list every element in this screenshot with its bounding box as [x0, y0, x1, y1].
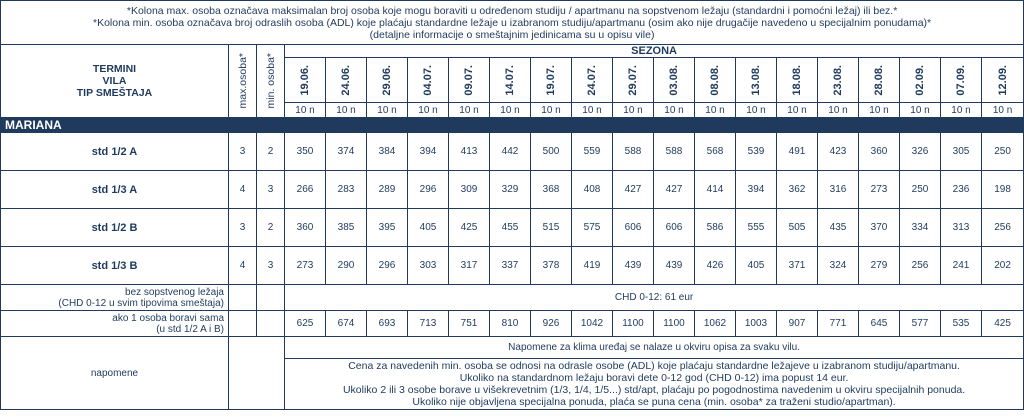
- price-cell: 362: [777, 171, 818, 209]
- price-cell: 273: [285, 247, 326, 285]
- price-cell: 435: [818, 209, 859, 247]
- header-max: max.osoba*: [229, 45, 257, 118]
- price-cell: 289: [367, 171, 408, 209]
- price-cell: 202: [982, 247, 1024, 285]
- price-cell: 317: [449, 247, 490, 285]
- single-price-cell: 535: [941, 311, 982, 337]
- price-cell: 316: [818, 171, 859, 209]
- price-cell: 408: [572, 171, 613, 209]
- single-price-cell: 751: [449, 311, 490, 337]
- price-cell: 606: [613, 209, 654, 247]
- price-cell: 368: [531, 171, 572, 209]
- header-tip: TIP SMEŠTAJA: [76, 87, 153, 99]
- price-cell: 198: [982, 171, 1024, 209]
- price-cell: 414: [695, 171, 736, 209]
- table-row: [1, 171, 1024, 209]
- date-header: 18.08.: [777, 58, 818, 103]
- date-header: 19.06.: [285, 58, 326, 103]
- price-cell: 426: [695, 247, 736, 285]
- price-cell: 266: [285, 171, 326, 209]
- price-cell: 324: [818, 247, 859, 285]
- price-cell: 588: [613, 133, 654, 171]
- price-cell: 385: [326, 209, 367, 247]
- price-cell: 337: [490, 247, 531, 285]
- date-header: 03.08.: [654, 58, 695, 103]
- nights-cell: 10 n: [777, 103, 818, 118]
- date-header: 24.07.: [572, 58, 613, 103]
- price-cell: 329: [490, 171, 531, 209]
- price-cell: 360: [285, 209, 326, 247]
- price-cell: 439: [613, 247, 654, 285]
- price-cell: 586: [695, 209, 736, 247]
- price-cell: 378: [531, 247, 572, 285]
- section-mariana: MARIANA: [1, 118, 1024, 133]
- price-cell: 371: [777, 247, 818, 285]
- price-cell: 442: [490, 133, 531, 171]
- single-price-cell: 1003: [736, 311, 777, 337]
- nights-cell: 10 n: [859, 103, 900, 118]
- nights-cell: 10 n: [285, 103, 326, 118]
- price-cell: 309: [449, 171, 490, 209]
- nights-cell: 10 n: [531, 103, 572, 118]
- single-price-cell: 693: [367, 311, 408, 337]
- min-persons: 2: [257, 209, 285, 247]
- nights-cell: 10 n: [613, 103, 654, 118]
- price-cell: 241: [941, 247, 982, 285]
- date-header: 09.07.: [449, 58, 490, 103]
- price-cell: 555: [736, 209, 777, 247]
- date-header: 23.08.: [818, 58, 859, 103]
- header-sezona: SEZONA: [285, 45, 1024, 58]
- price-cell: 427: [613, 171, 654, 209]
- price-cell: 423: [818, 133, 859, 171]
- nights-cell: 10 n: [449, 103, 490, 118]
- price-cell: 296: [367, 247, 408, 285]
- price-cell: 500: [531, 133, 572, 171]
- napomene-line-4: Ukoliko 2 ili 3 osobe borave u višekrevetnim (1/3, 1/4, 1/5...) std/apt, plaćaju po pogodnostima navedenim u okviru specijalnih ponuda.: [342, 384, 966, 396]
- single-price-cell: 625: [285, 311, 326, 337]
- price-cell: 256: [982, 209, 1024, 247]
- nights-cell: 10 n: [367, 103, 408, 118]
- nights-cell: 10 n: [941, 103, 982, 118]
- single-price-cell: 771: [818, 311, 859, 337]
- single-label: ako 1 osoba boravi sama (u std 1/2 A i B): [1, 311, 229, 337]
- napomene-details: [285, 359, 1024, 410]
- price-cell: 405: [408, 209, 449, 247]
- date-header: 28.08.: [859, 58, 900, 103]
- chd-min: [257, 285, 285, 311]
- price-cell: 413: [449, 133, 490, 171]
- chd-label: bez sopstvenog ležaja (CHD 0-12 u svim tipovima smeštaja): [1, 285, 229, 311]
- price-cell: 559: [572, 133, 613, 171]
- price-cell: 236: [941, 171, 982, 209]
- accommodation-type: std 1/3 A: [1, 171, 229, 209]
- min-persons: 2: [257, 133, 285, 171]
- table-row: [1, 209, 1024, 247]
- price-cell: 405: [736, 247, 777, 285]
- min-persons: 3: [257, 247, 285, 285]
- notes-top: [1, 1, 1024, 45]
- price-cell: 427: [654, 171, 695, 209]
- accommodation-type: std 1/2 A: [1, 133, 229, 171]
- price-cell: 419: [572, 247, 613, 285]
- nights-cell: 10 n: [490, 103, 531, 118]
- date-header: 02.09.: [900, 58, 941, 103]
- price-cell: 374: [326, 133, 367, 171]
- price-cell: 568: [695, 133, 736, 171]
- price-cell: 279: [859, 247, 900, 285]
- price-cell: 290: [326, 247, 367, 285]
- price-cell: 425: [449, 209, 490, 247]
- price-cell: 395: [367, 209, 408, 247]
- price-cell: 250: [982, 133, 1024, 171]
- date-header: 13.08.: [736, 58, 777, 103]
- napomene-line-1: Napomene za klima uređaj se nalaze u okviru opisa za svaku vilu.: [285, 337, 1024, 359]
- single-price-cell: 1042: [572, 311, 613, 337]
- header-termini: TERMINI: [92, 63, 137, 75]
- price-cell: 370: [859, 209, 900, 247]
- price-cell: 575: [572, 209, 613, 247]
- single-price-cell: 810: [490, 311, 531, 337]
- price-cell: 305: [941, 133, 982, 171]
- table-row: [1, 133, 1024, 171]
- nights-cell: 10 n: [736, 103, 777, 118]
- nights-cell: 10 n: [900, 103, 941, 118]
- header-min: min. osoba*: [257, 45, 285, 118]
- header-terms: [1, 45, 229, 118]
- napomene-line-5: Ukoliko nije objavljena specijalna ponuda, plaća se puna cena (min. osoba* za traženi studio/apartman).: [412, 396, 896, 408]
- price-cell: 313: [941, 209, 982, 247]
- note-max: *Kolona max. osoba označava maksimalan broj osoba koje mogu boraviti u određenom studiju / apartmanu na sopstvenom ležaju (standardni i pomoćni ležaj) ili bez.*: [126, 4, 898, 17]
- date-header: 14.07.: [490, 58, 531, 103]
- napomene-spacer: [229, 337, 285, 410]
- table-row: [1, 247, 1024, 285]
- max-persons: 3: [229, 209, 257, 247]
- napomene-label: napomene: [1, 337, 229, 410]
- header-vila: VILA: [102, 75, 127, 87]
- price-cell: 283: [326, 171, 367, 209]
- napomene-line-3: Ukoliko na standardnom ležaju boravi dete 0-12 god (CHD 0-12) ima popust 14 eur.: [459, 372, 849, 384]
- single-price-cell: 1100: [654, 311, 695, 337]
- single-price-cell: 674: [326, 311, 367, 337]
- date-header: 24.06.: [326, 58, 367, 103]
- single-price-cell: 1100: [613, 311, 654, 337]
- chd-value: CHD 0-12: 61 eur: [285, 285, 1024, 311]
- price-cell: 588: [654, 133, 695, 171]
- price-cell: 394: [408, 133, 449, 171]
- single-max: [229, 311, 257, 337]
- date-header: 29.06.: [367, 58, 408, 103]
- chd-max: [229, 285, 257, 311]
- price-cell: 350: [285, 133, 326, 171]
- date-header: 04.07.: [408, 58, 449, 103]
- napomene-line-2: Cena za navedenih min. osoba se odnosi na odrasle osobe (ADL) koje plaćaju standardne ležajeve u izabranom studiju/apartmanu.: [348, 360, 960, 372]
- price-cell: 491: [777, 133, 818, 171]
- price-cell: 296: [408, 171, 449, 209]
- price-cell: 273: [859, 171, 900, 209]
- max-persons: 3: [229, 133, 257, 171]
- price-cell: 515: [531, 209, 572, 247]
- price-cell: 505: [777, 209, 818, 247]
- max-persons: 4: [229, 247, 257, 285]
- nights-cell: 10 n: [695, 103, 736, 118]
- nights-cell: 10 n: [408, 103, 449, 118]
- single-price-cell: 645: [859, 311, 900, 337]
- max-persons: 4: [229, 171, 257, 209]
- accommodation-type: std 1/3 B: [1, 247, 229, 285]
- price-cell: 606: [654, 209, 695, 247]
- date-header: 29.07.: [613, 58, 654, 103]
- price-cell: 303: [408, 247, 449, 285]
- date-header: 19.07.: [531, 58, 572, 103]
- nights-cell: 10 n: [326, 103, 367, 118]
- date-header: 08.08.: [695, 58, 736, 103]
- single-min: [257, 311, 285, 337]
- date-header: 07.09.: [941, 58, 982, 103]
- single-price-cell: 713: [408, 311, 449, 337]
- price-cell: 455: [490, 209, 531, 247]
- single-price-cell: 577: [900, 311, 941, 337]
- price-cell: 256: [900, 247, 941, 285]
- nights-cell: 10 n: [572, 103, 613, 118]
- note-min: *Kolona min. osoba označava broj odraslih osoba (ADL) koje plaćaju standardne ležaje u izabranom studiju/apartmanu (osim ako nije drugačije navedeno u specijalnim ponudama)*: [92, 16, 932, 29]
- price-cell: 394: [736, 171, 777, 209]
- price-cell: 384: [367, 133, 408, 171]
- single-price-cell: 907: [777, 311, 818, 337]
- price-cell: 539: [736, 133, 777, 171]
- single-price-cell: 926: [531, 311, 572, 337]
- price-cell: 250: [900, 171, 941, 209]
- accommodation-type: std 1/2 B: [1, 209, 229, 247]
- nights-cell: 10 n: [818, 103, 859, 118]
- nights-cell: 10 n: [982, 103, 1024, 118]
- price-cell: 334: [900, 209, 941, 247]
- nights-cell: 10 n: [654, 103, 695, 118]
- min-persons: 3: [257, 171, 285, 209]
- price-cell: 326: [900, 133, 941, 171]
- single-price-cell: 425: [982, 311, 1024, 337]
- single-price-cell: 1062: [695, 311, 736, 337]
- date-header: 12.09.: [982, 58, 1024, 103]
- price-cell: 439: [654, 247, 695, 285]
- note-detail: (detaljne informacije o smeštajnim jedinicama su u opisu vile): [369, 28, 655, 41]
- price-cell: 360: [859, 133, 900, 171]
